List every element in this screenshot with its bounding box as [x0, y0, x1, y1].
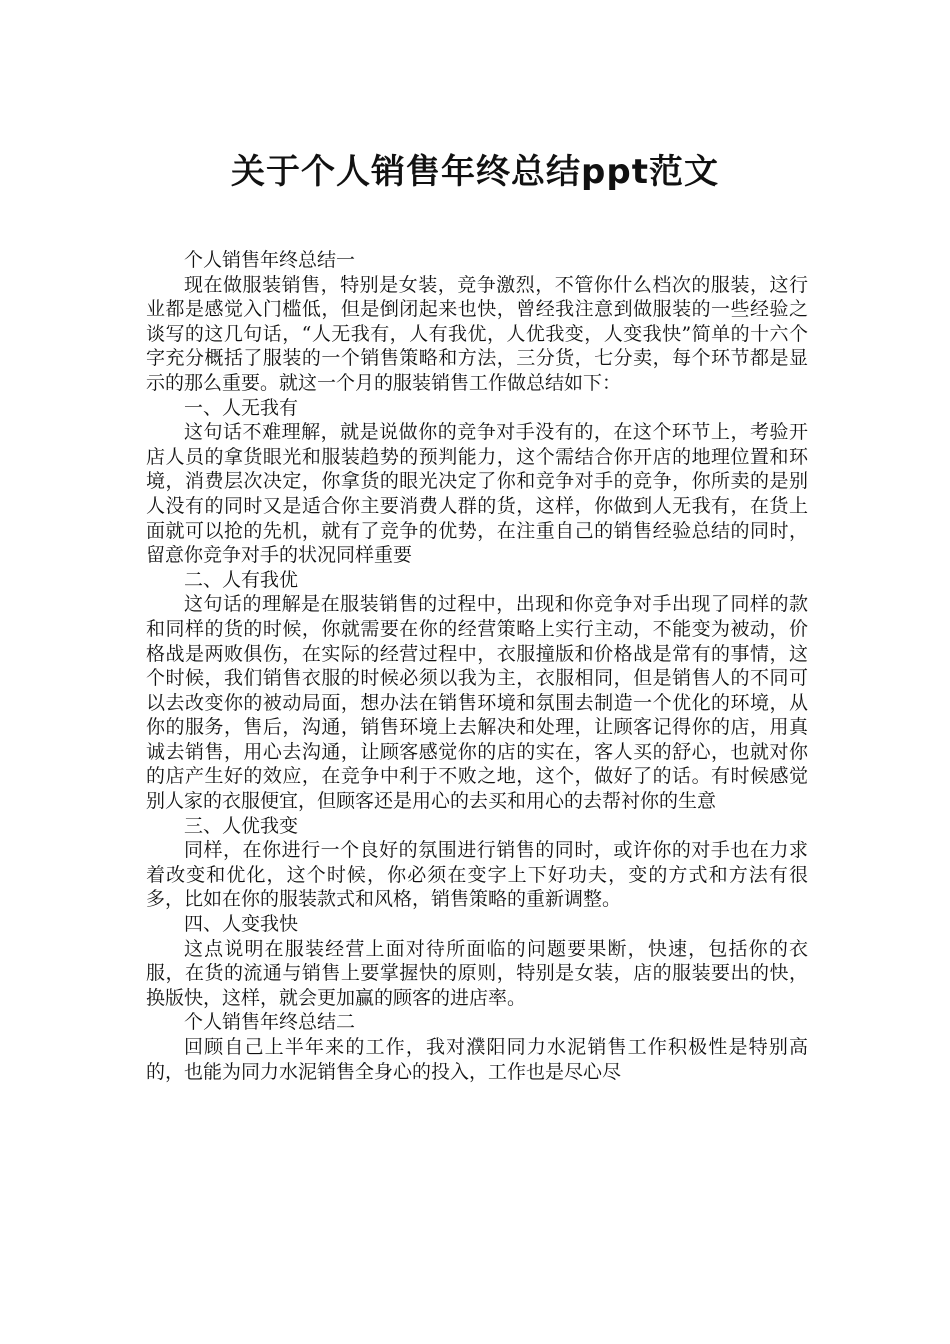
section-heading-summary-2: 个人销售年终总结二	[184, 1011, 356, 1034]
paragraph-intro: 现在做服装销售，特别是女装，竞争激烈，不管你什么档次的服装，这行业都是感觉入门槛低，但是倒闭起来也快，曾经我注意到做服装的一些经验之谈写的这几句话，“人无我有，人有我优，人优我变，人变我快”简单的十六个字充分概括了服装的一个销售策略和方法，三分货，七分卖，每个环节都是显示的那么重要。就这一个月的服装销售工作做总结如下：	[146, 273, 808, 394]
section-heading-summary-1: 个人销售年终总结一	[184, 249, 356, 271]
paragraph-section-4: 这点说明在服装经营上面对待所面临的问题要果断，快速，包括你的衣服，在货的流通与销售上要掌握快的原则，特别是女装，店的服装要出的快，换版快，这样，就会更加赢的顾客的进店率。	[146, 937, 808, 1009]
paragraph-section-1: 这句话不难理解，就是说做你的竞争对手没有的，在这个环节上，考验开店人员的拿货眼光和服装趋势的预判能力，这个需结合你开店的地理位置和环境，消费层次决定，你拿货的眼光决定了你和竞争对手的竞争，你所卖的是别人没有的同时又是适合你主要消费人群的货，这样，你做到人无我有，在货上面就可以抢的先机，就有了竞争的优势，在注重自己的销售经验总结的同时，留意你竞争对手的状况同样重要	[146, 421, 808, 567]
paragraph-summary-2: 回顾自己上半年来的工作，我对濮阳同力水泥销售工作积极性是特别高的，也能为同力水泥销售全身心的投入，工作也是尽心尽	[146, 1036, 808, 1083]
section-heading-1: 一、人无我有	[184, 396, 299, 419]
section-heading-4: 四、人变我快	[184, 913, 299, 936]
document-title: 关于个人销售年终总结ppt范文	[231, 151, 719, 192]
paragraph-section-2: 这句话的理解是在服装销售的过程中，出现和你竞争对手出现了同样的款和同样的货的时候，你就需要在你的经营策略上实行主动，不能变为被动，价格战是两败俱伤，在实际的经营过程中，衣服撞版和价格战是常有的事情，这个时候，我们销售衣服的时候必须以我为主，衣服相同，但是销售人的不同可以去改变你的被动局面，想办法在销售环境和氛围去制造一个优化的环境，从你的服务，售后，沟通，销售环境上去解决和处理，让顾客记得你的店，用真诚去销售，用心去沟通，让顾客感觉你的店的实在，客人买的舒心，也就对你的店产生好的效应，在竞争中利于不败之地，这个，做好了的话。有时候感觉别人家的衣服便宜，但顾客还是用心的去买和用心的去帮衬你的生意	[146, 593, 808, 813]
paragraph-section-3: 同样，在你进行一个良好的氛围进行销售的同时，或许你的对手也在力求着改变和优化，这个时候，你必须在变字上下好功夫，变的方式和方法有很多，比如在你的服装款式和风格，销售策略的重新调整。	[146, 839, 808, 911]
section-heading-2: 二、人有我优	[184, 568, 299, 591]
document-body	[146, 248, 808, 1084]
section-heading-3: 三、人优我变	[184, 814, 299, 837]
